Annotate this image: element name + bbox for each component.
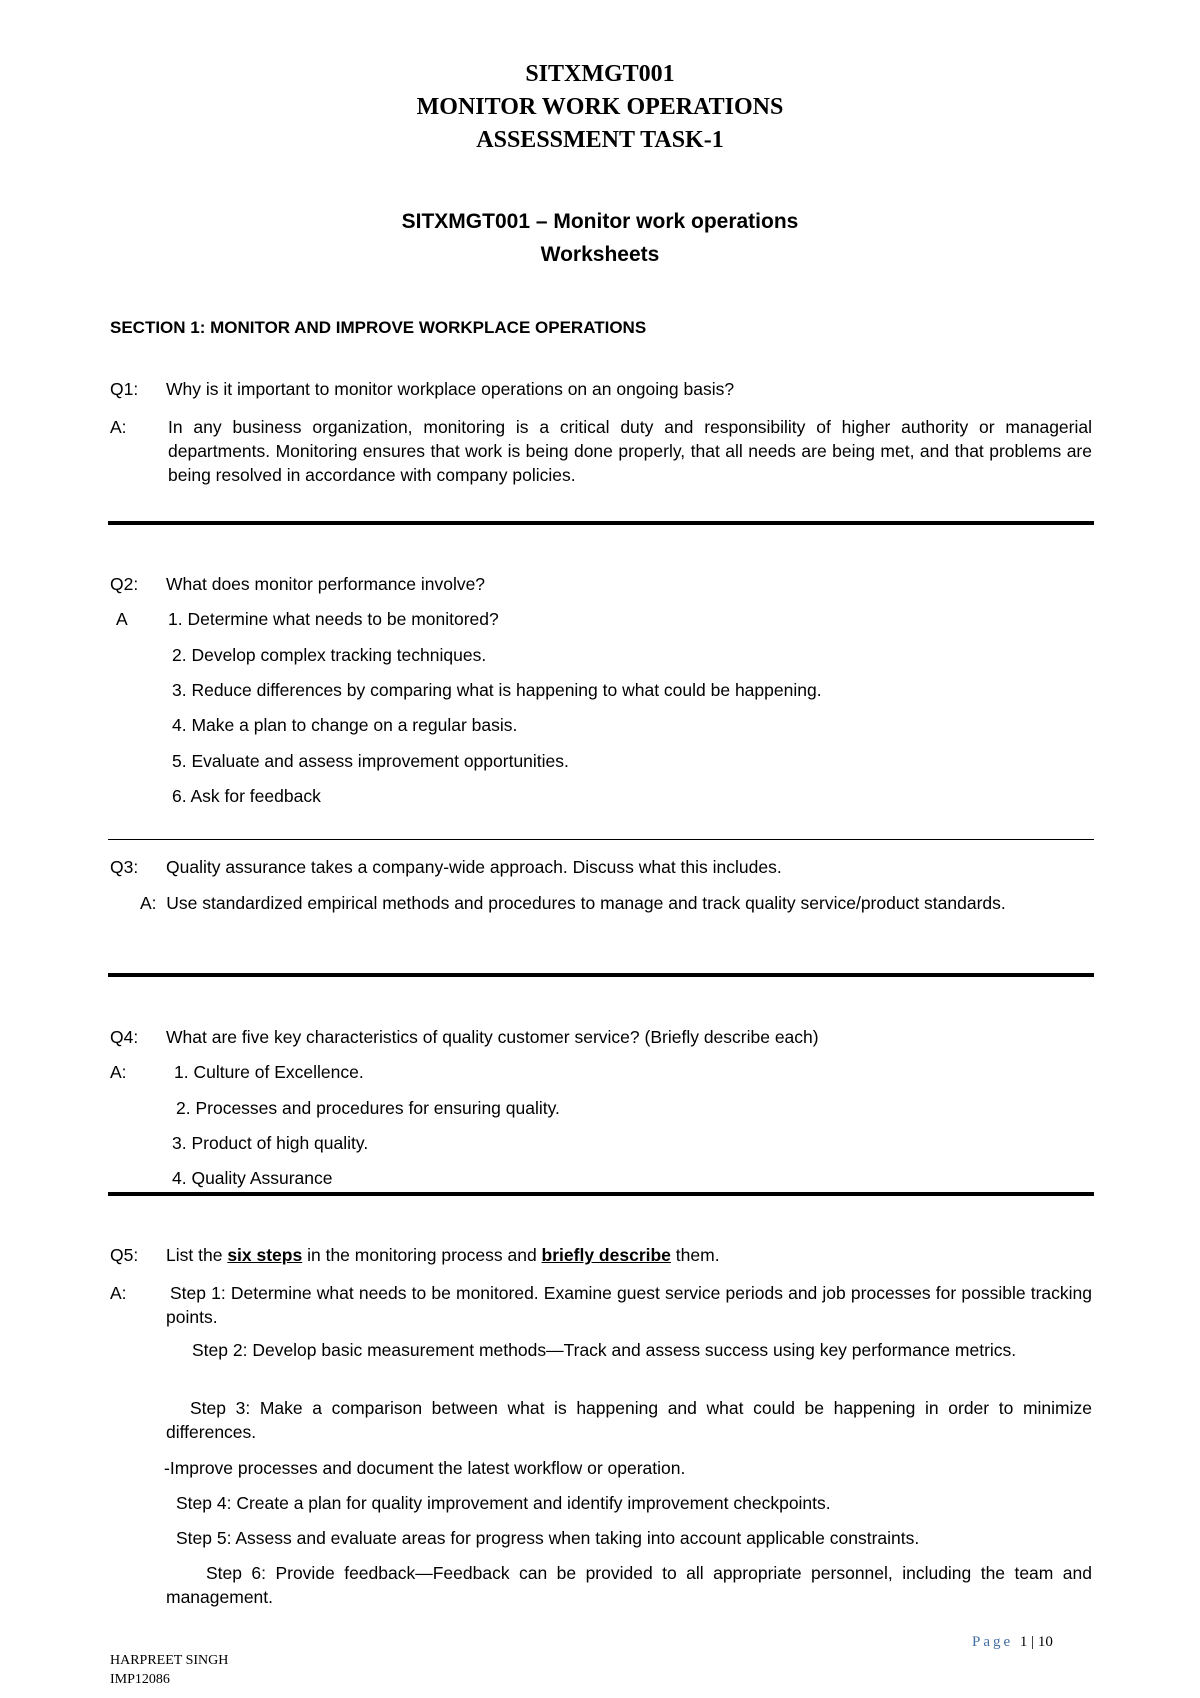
list-item: 3. Reduce differences by comparing what is happening to what could be happening. (172, 680, 822, 700)
list-item: 2. Develop complex tracking techniques. (172, 645, 487, 665)
q2-label: Q2: (110, 574, 139, 594)
q3-question-row (110, 855, 1092, 879)
q1-question: Why is it important to monitor workplace operations on an ongoing basis? (166, 379, 735, 399)
step-item: -Improve processes and document the latest workflow or operation. (164, 1458, 686, 1478)
unit-code: SITXMGT001 (525, 61, 675, 87)
q1-question-row (110, 377, 1092, 401)
q3-question: Quality assurance takes a company-wide approach. Discuss what this includes. (166, 857, 782, 877)
q5-question-post: them. (675, 1245, 720, 1265)
page-count: 1 | 10 (1019, 1634, 1053, 1650)
q2-question-row (110, 572, 1092, 596)
q1-answer-label: A: (110, 417, 127, 437)
author-name: HARPREET SINGH (110, 1653, 229, 1668)
emphasis-briefly-describe: briefly describe (541, 1245, 671, 1265)
list-item: 1. Determine what needs to be monitored? (168, 609, 499, 629)
step-item: Step 4: Create a plan for quality improvement and identify improvement checkpoints. (176, 1493, 831, 1513)
step-item: Step 3: Make a comparison between what is happening and what could be happening in order to minimize differences. (166, 1398, 1092, 1442)
unit-name: MONITOR WORK OPERATIONS (416, 94, 784, 120)
divider (108, 1192, 1094, 1196)
q5-question-row (110, 1243, 1092, 1267)
subtitle-unit: SITXMGT001 – Monitor work operations (401, 210, 799, 233)
divider (108, 973, 1094, 977)
step-item: Step 2: Develop basic measurement methods—Track and assess success using key performance metrics. (192, 1340, 1017, 1360)
q5-question-pre: List the (166, 1245, 223, 1265)
q2-question: What does monitor performance involve? (166, 574, 486, 594)
q4-answer-label: A: (110, 1062, 127, 1082)
q4-label: Q4: (110, 1027, 139, 1047)
q1-label: Q1: (110, 379, 139, 399)
footer (110, 1651, 228, 1689)
section-heading: SECTION 1: MONITOR AND IMPROVE WORKPLACE OPERATIONS (110, 318, 647, 337)
q2-answer-label: A (116, 609, 128, 629)
q5-question (166, 1243, 1092, 1267)
list-item: 6. Ask for feedback (172, 786, 321, 806)
task-name: ASSESSMENT TASK-1 (476, 127, 724, 153)
step-item: Step 5: Assess and evaluate areas for progress when taking into account applicable constraints. (176, 1528, 920, 1548)
q5-answer-label: A: (110, 1283, 127, 1303)
step-item: Step 6: Provide feedback—Feedback can be provided to all appropriate personnel, including the team and management. (166, 1563, 1092, 1607)
q3-answer-label: A: (140, 893, 157, 913)
step-item: Step 1: Determine what needs to be monitored. Examine guest service periods and job processes for possible tracking points. (166, 1283, 1092, 1327)
q3-answer: Use standardized empirical methods and procedures to manage and track quality service/product standards. (166, 893, 1006, 913)
list-item: 1. Culture of Excellence. (174, 1062, 364, 1082)
q5-question-mid: in the monitoring process and (307, 1245, 537, 1265)
list-item: 3. Product of high quality. (172, 1133, 369, 1153)
list-item: 4. Quality Assurance (172, 1168, 333, 1188)
q5-label: Q5: (110, 1245, 139, 1265)
page-label: Page (972, 1634, 1014, 1650)
q1-answer: In any business organization, monitoring is a critical duty and responsibility of higher authority or managerial departments. Monitoring ensures that work is being done properly, that all needs are being met, and that problems are being resolved in accordance with company policies. (168, 417, 1092, 485)
document-title (0, 58, 1200, 157)
subtitle-worksheets: Worksheets (540, 243, 660, 266)
divider (108, 839, 1094, 840)
q3-answer-row (110, 891, 1092, 939)
emphasis-six-steps: six steps (227, 1245, 303, 1265)
q4-question-row (110, 1025, 1092, 1049)
list-item: 4. Make a plan to change on a regular basis. (172, 715, 518, 735)
student-id: IMP12086 (110, 1672, 170, 1687)
divider (108, 521, 1094, 525)
q1-answer-row (110, 415, 1092, 487)
list-item: 2. Processes and procedures for ensuring quality. (176, 1098, 560, 1118)
q4-question: What are five key characteristics of quality customer service? (Briefly describe each) (166, 1027, 819, 1047)
page-number (972, 1634, 1053, 1651)
list-item: 5. Evaluate and assess improvement opportunities. (172, 751, 569, 771)
document-subtitle (0, 205, 1200, 271)
q3-label: Q3: (110, 857, 139, 877)
